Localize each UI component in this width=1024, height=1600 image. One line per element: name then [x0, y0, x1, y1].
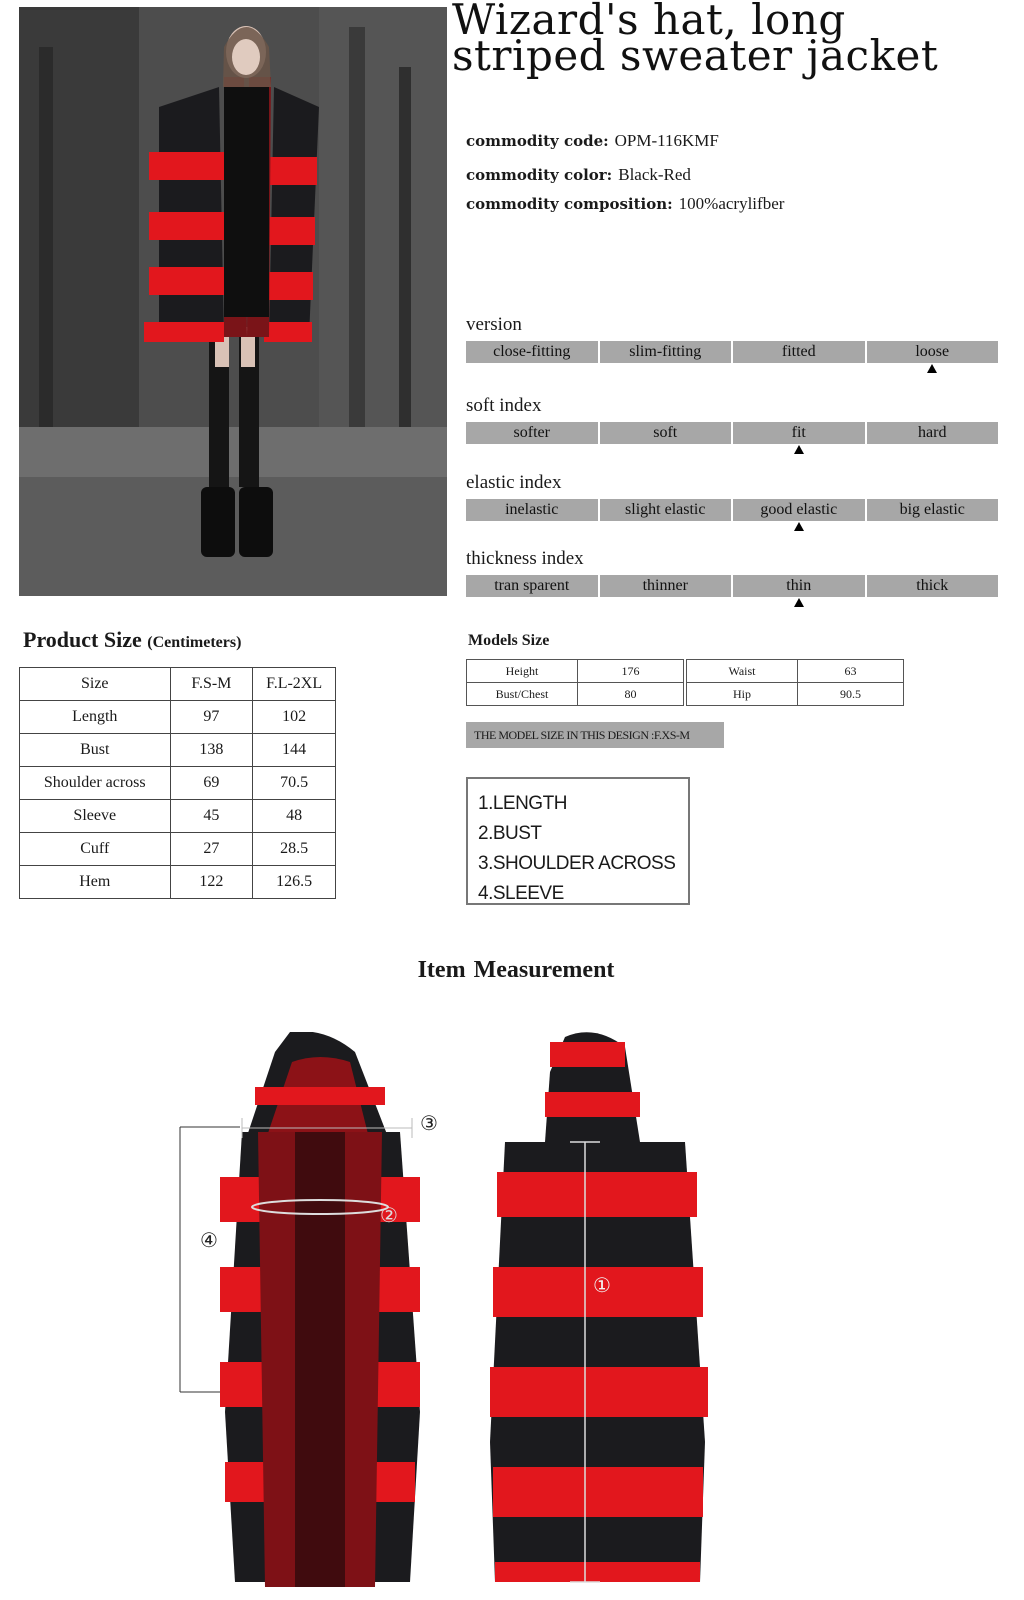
table-row: [20, 800, 336, 833]
product-title: Wizard's hat, long striped sweater jacket: [452, 0, 939, 80]
index-marker: [794, 598, 804, 607]
table-cell: Bust: [20, 734, 171, 767]
index-marker: [794, 522, 804, 531]
table-cell: Waist: [687, 660, 798, 683]
table-row: [467, 683, 684, 706]
index-marker: [794, 445, 804, 454]
marker-1: ①: [593, 1273, 611, 1297]
garment-front-diagram: [170, 1032, 460, 1592]
table-cell: Cuff: [20, 833, 171, 866]
model-size-note: THE MODEL SIZE IN THIS DESIGN :F.XS-M: [466, 722, 724, 748]
commodity-color-label: commodity color:: [466, 166, 613, 184]
product-size-title: [23, 627, 241, 653]
index-option: loose: [867, 341, 999, 363]
legend-item: 3.SHOULDER ACROSS: [478, 853, 676, 874]
table-cell: 122: [170, 866, 253, 899]
marker-4: ④: [200, 1228, 218, 1252]
index-option: close-fitting: [466, 341, 598, 363]
index-option: softer: [466, 422, 598, 444]
legend-item: 2.BUST: [478, 823, 542, 844]
table-row: [20, 701, 336, 734]
table-cell: 63: [798, 660, 904, 683]
table-cell: Bust/Chest: [467, 683, 578, 706]
commodity-composition: [466, 194, 784, 214]
table-row: [20, 767, 336, 800]
index-option: hard: [867, 422, 999, 444]
index-title-version: version: [466, 314, 522, 335]
index-row-version: [466, 341, 998, 363]
table-cell: Length: [20, 701, 171, 734]
commodity-code-value: OPM-116KMF: [614, 131, 719, 150]
table-cell: Hip: [687, 683, 798, 706]
table-cell: 28.5: [253, 833, 336, 866]
table-cell: Shoulder across: [20, 767, 171, 800]
commodity-code: [466, 131, 719, 151]
table-cell: Sleeve: [20, 800, 171, 833]
models-size-title: Models Size: [468, 632, 550, 649]
marker-2: ②: [380, 1203, 398, 1227]
table-header-cell: Size: [20, 668, 171, 701]
table-cell: 70.5: [253, 767, 336, 800]
table-row: [687, 660, 904, 683]
index-option: thin: [733, 575, 865, 597]
marker-3: ③: [420, 1111, 438, 1135]
table-cell: 126.5: [253, 866, 336, 899]
models-size-table-right: [686, 659, 904, 706]
commodity-composition-label: commodity composition:: [466, 195, 673, 213]
index-marker: [927, 364, 937, 373]
product-size-heading: Product Size: [23, 627, 142, 652]
model-photo: [19, 7, 447, 596]
table-cell: 69: [170, 767, 253, 800]
commodity-composition-value: 100%acrylifber: [678, 194, 785, 213]
table-cell: 27: [170, 833, 253, 866]
table-header-cell: F.L-2XL: [253, 668, 336, 701]
table-header-row: [20, 668, 336, 701]
item-measurement-title: [0, 957, 1024, 984]
legend-item: 4.SLEEVE: [478, 883, 564, 904]
index-option: fit: [733, 422, 865, 444]
table-cell: 102: [253, 701, 336, 734]
table-cell: 97: [170, 701, 253, 734]
item-measurement-title-b: Measurement: [473, 957, 615, 983]
table-cell: 176: [578, 660, 684, 683]
index-option: big elastic: [867, 499, 999, 521]
table-cell: 144: [253, 734, 336, 767]
legend-item: 1.LENGTH: [478, 793, 567, 814]
table-row: [20, 734, 336, 767]
index-option: thick: [867, 575, 999, 597]
index-title-thickness: thickness index: [466, 548, 584, 569]
table-cell: 138: [170, 734, 253, 767]
models-size-table-left: [466, 659, 684, 706]
table-row: [20, 866, 336, 899]
measurement-legend: [466, 777, 690, 905]
table-cell: 45: [170, 800, 253, 833]
index-option: slim-fitting: [600, 341, 732, 363]
index-option: soft: [600, 422, 732, 444]
commodity-color: [466, 165, 691, 185]
index-title-elastic: elastic index: [466, 472, 562, 493]
index-option: good elastic: [733, 499, 865, 521]
table-row: [467, 660, 684, 683]
table-cell: 80: [578, 683, 684, 706]
index-option: inelastic: [466, 499, 598, 521]
table-cell: 90.5: [798, 683, 904, 706]
table-row: [20, 833, 336, 866]
index-option: thinner: [600, 575, 732, 597]
commodity-color-value: Black-Red: [618, 165, 691, 184]
index-row-elastic: [466, 499, 998, 521]
table-row: [687, 683, 904, 706]
index-option: fitted: [733, 341, 865, 363]
garment-back-diagram: [475, 1032, 730, 1592]
item-measurement-title-a: Item: [417, 957, 466, 983]
product-size-table: [19, 667, 336, 899]
index-option: tran sparent: [466, 575, 598, 597]
table-header-cell: F.S-M: [170, 668, 253, 701]
index-row-soft: [466, 422, 998, 444]
index-row-thickness: [466, 575, 998, 597]
product-size-unit: (Centimeters): [147, 634, 242, 651]
table-cell: Height: [467, 660, 578, 683]
commodity-code-label: commodity code:: [466, 132, 609, 150]
table-cell: Hem: [20, 866, 171, 899]
index-title-soft: soft index: [466, 395, 542, 416]
table-cell: 48: [253, 800, 336, 833]
index-option: slight elastic: [600, 499, 732, 521]
